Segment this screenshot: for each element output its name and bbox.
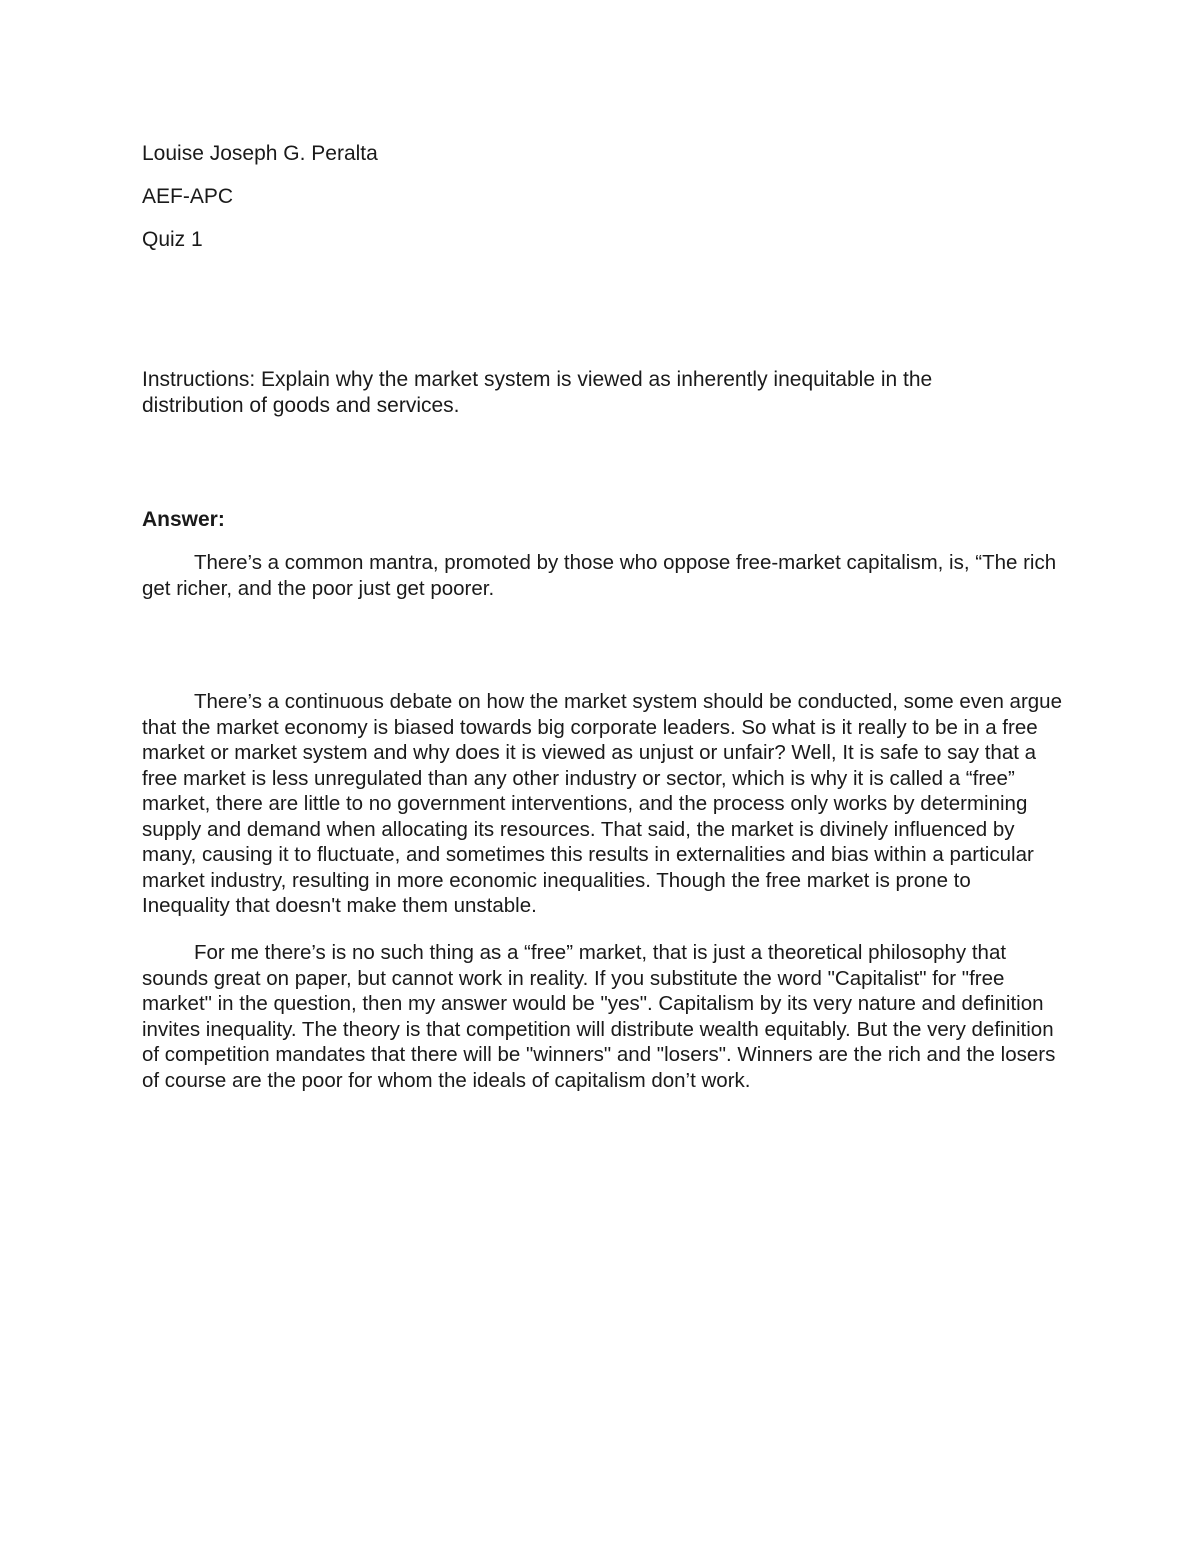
course-code: AEF-APC: [142, 185, 234, 208]
answer-heading: Answer:: [142, 508, 225, 531]
instructions-line-2: distribution of goods and services.: [142, 394, 460, 417]
paragraph-2-text: There’s a continuous debate on how the market system should be conducted, some even argue that the market economy is biased towards big corporate leaders. So what is it really to be in a free market or market system and why does it is viewed as unjust or unfair? Well, It is safe to say that a free market is less unregulated than any other industry or sector, which is why it is called a “free” market, there are little to no government interventions, and the process only works by determining supply and demand when allocating its resources. That said, the market is divinely influenced by many, causing it to fluctuate, and sometimes this results in externalities and bias within a particular market industry, resulting in more economic inequalities. Though the free market is prone to Inequality that doesn't make them unstable.: [142, 690, 1062, 917]
answer-paragraph-2: [142, 689, 1062, 919]
instructions-line-1: Instructions: Explain why the market system is viewed as inherently inequitable in the: [142, 368, 933, 391]
paragraph-1-text: There’s a common mantra, promoted by those who oppose free-market capitalism, is, “The rich get richer, and the poor just get poorer.: [142, 551, 1057, 600]
student-name: Louise Joseph G. Peralta: [142, 142, 378, 165]
quiz-title: Quiz 1: [142, 228, 203, 251]
paragraph-3-text: For me there’s is no such thing as a “free” market, that is just a theoretical philosophy that sounds great on paper, but cannot work in reality. If you substitute the word "Capitalist" for "free market" in the question, then my answer would be "yes". Capitalism by its very nature and definition invites inequality. The theory is that competition will distribute wealth equitably. But the very definition of competition mandates that there will be "winners" and "losers". Winners are the rich and the losers of course are the poor for whom the ideals of capitalism don’t work.: [142, 941, 1056, 1092]
answer-paragraph-1: [142, 550, 1062, 601]
answer-paragraph-3: [142, 940, 1062, 1093]
